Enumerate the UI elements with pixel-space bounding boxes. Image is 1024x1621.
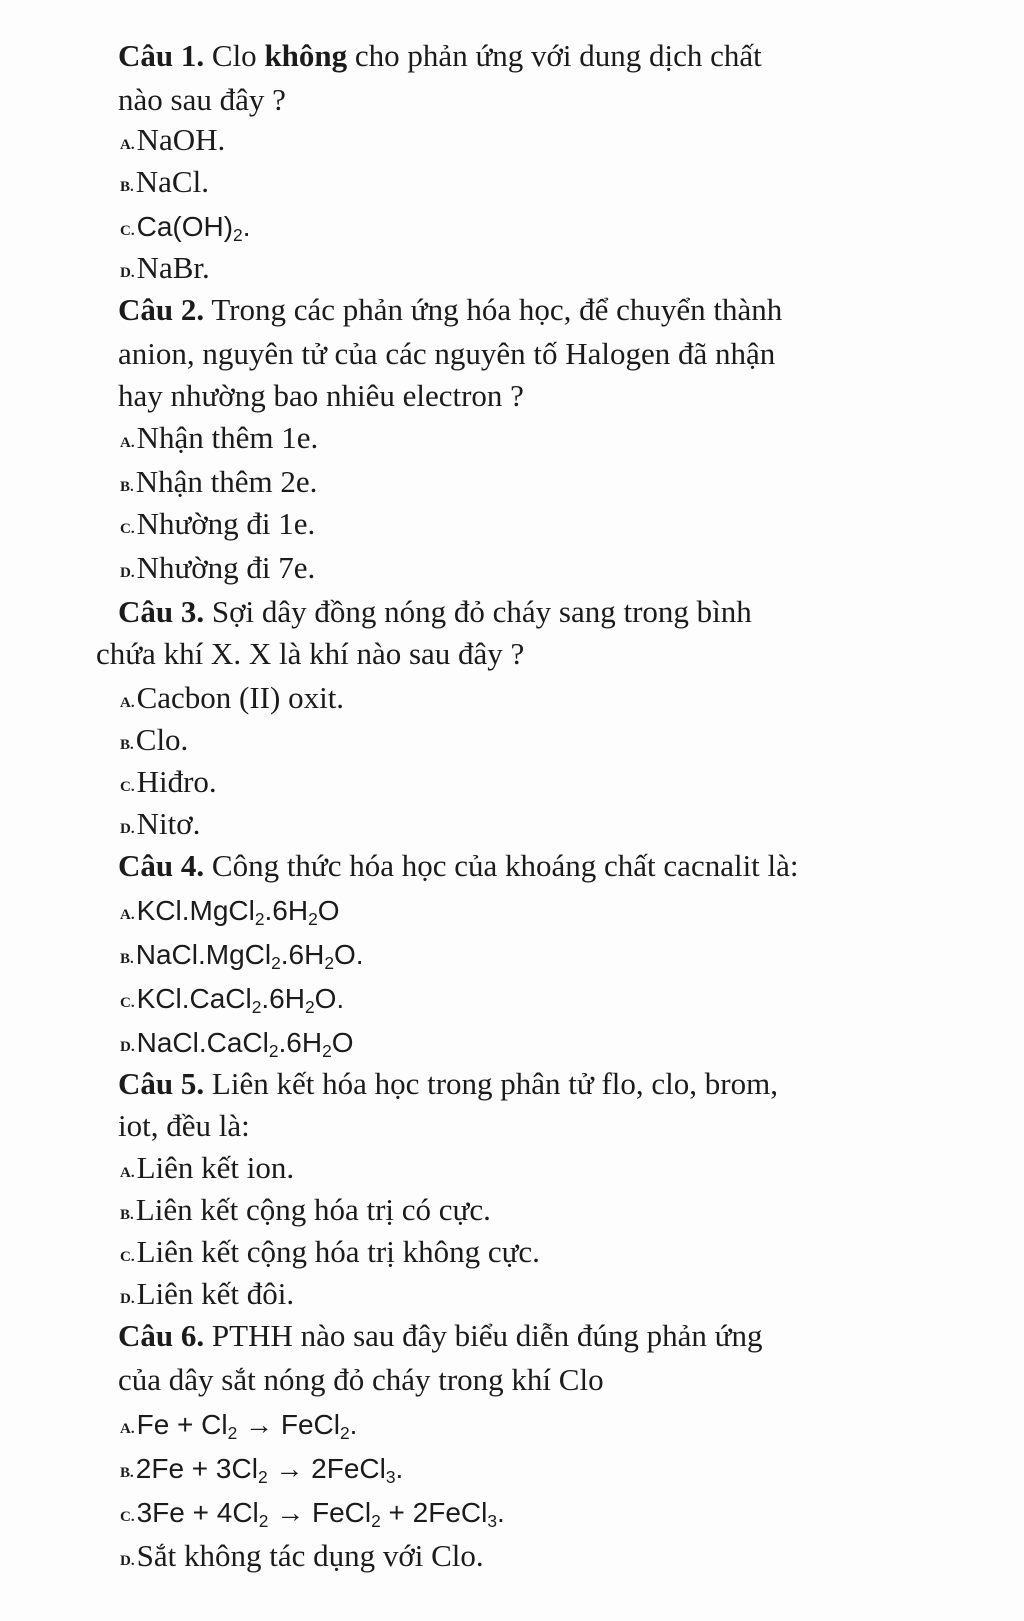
question-1-line-2: nào sau đây ?	[118, 82, 286, 117]
question-4-option-a: $A.KCl.MgCl_2.6H_2O$	[120, 895, 340, 930]
question-4-option-d: $D.NaCl.CaCl_2.6H_2O$	[120, 1027, 354, 1062]
question-1-label: Câu 1.	[118, 38, 205, 73]
question-1-option-b: B.NaCl.	[120, 164, 209, 199]
question-2-line-1: Câu 2. Trong các phản ứng hóa học, để chuyển thành	[118, 292, 783, 327]
question-2-line-2: anion, nguyên tử của các nguyên tố Halogen đã nhận	[118, 336, 776, 371]
question-6-option-d: D.Sắt không tác dụng với Clo.	[120, 1538, 484, 1573]
question-3-line-1: Câu 3. Sợi dây đồng nóng đỏ cháy sang trong bình	[118, 594, 752, 629]
question-1-option-a: A.NaOH.	[120, 122, 226, 157]
question-3-line-2: chứa khí X. X là khí nào sau đây ?	[96, 636, 525, 671]
question-3-option-c: C.Hiđro.	[120, 764, 217, 799]
question-2-option-d: D.Nhường đi 7e.	[120, 550, 316, 585]
question-2-line-3: hay nhường bao nhiêu electron ?	[118, 378, 524, 413]
question-6-line-1: Câu 6. PTHH nào sau đây biểu diễn đúng phản ứng	[118, 1318, 763, 1353]
question-4-line-1: Câu 4. Công thức hóa học của khoáng chất cacnalit là:	[118, 848, 799, 883]
question-1-emphasis: không	[264, 38, 348, 73]
question-5-label: Câu 5.	[118, 1066, 205, 1101]
question-5-line-1: Câu 5. Liên kết hóa học trong phân tử flo, clo, brom,	[118, 1066, 778, 1101]
question-4-option-c: $C.KCl.CaCl_2.6H_2O$.	[120, 983, 345, 1018]
question-5-line-2: iot, đều là:	[118, 1108, 250, 1143]
question-5-option-b: B.Liên kết cộng hóa trị có cực.	[120, 1192, 491, 1227]
question-3-label: Câu 3.	[118, 594, 205, 629]
question-6-option-a: $A.Fe + Cl_2$ → FeCl$_2$.	[120, 1409, 358, 1444]
question-5-option-a: A.Liên kết ion.	[120, 1150, 295, 1185]
question-1-line-1: Câu 1. Clo không cho phản ứng với dung dịch chất	[118, 38, 762, 73]
question-2-option-a: A.Nhận thêm 1e.	[120, 420, 319, 455]
question-6-label: Câu 6.	[118, 1318, 205, 1353]
question-2-option-b: B.Nhận thêm 2e.	[120, 464, 318, 499]
question-6-option-c: $C.3Fe + 4Cl_2$ → FeCl$_2$ + 2FeCl$_3$.	[120, 1497, 505, 1532]
question-1-option-d: D.NaBr.	[120, 250, 210, 285]
question-6-option-b: $B.2Fe + 3Cl_2$ → 2FeCl$_3$.	[120, 1453, 404, 1488]
question-2-option-c: C.Nhường đi 1e.	[120, 506, 316, 541]
question-6-line-2: của dây sắt nóng đỏ cháy trong khí Clo	[118, 1362, 604, 1397]
question-1-option-c: $C.Ca(OH)_2$.	[120, 211, 251, 246]
question-5-option-d: D.Liên kết đôi.	[120, 1276, 295, 1311]
question-4-option-b: $B.NaCl.MgCl_2.6H_2O$.	[120, 939, 364, 974]
question-3-option-d: D.Nitơ.	[120, 806, 201, 841]
question-2-label: Câu 2.	[118, 292, 205, 327]
question-3-option-b: B.Clo.	[120, 722, 189, 757]
question-5-option-c: C.Liên kết cộng hóa trị không cực.	[120, 1234, 540, 1269]
question-4-label: Câu 4.	[118, 848, 205, 883]
question-3-option-a: A.Cacbon (II) oxit.	[120, 680, 345, 715]
